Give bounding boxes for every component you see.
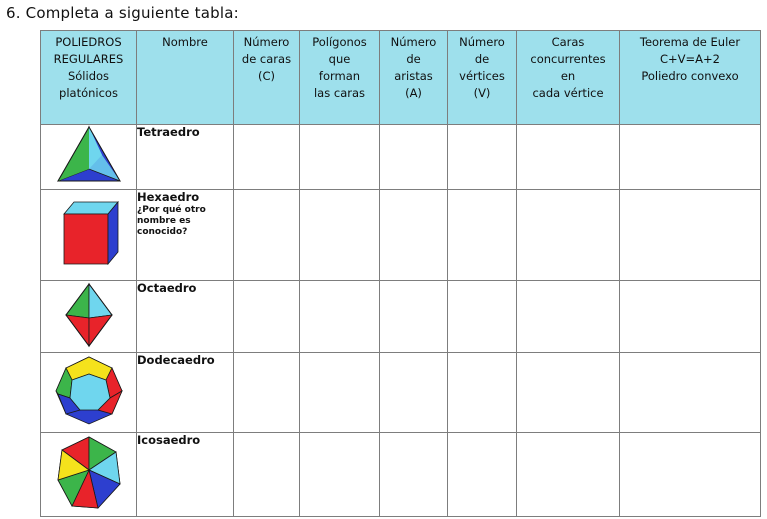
header-line: vértices bbox=[459, 69, 505, 83]
header-line: de caras bbox=[241, 52, 292, 66]
answer-cell[interactable] bbox=[620, 281, 761, 353]
polyhedron-name: Dodecaedro bbox=[137, 353, 215, 367]
answer-cell[interactable] bbox=[300, 125, 380, 190]
note-line: nombre es bbox=[137, 216, 191, 226]
header-nombre bbox=[137, 31, 234, 125]
header-line: en bbox=[560, 69, 576, 83]
exercise-title: 6. Completa a siguiente tabla: bbox=[6, 4, 239, 22]
answer-cell[interactable] bbox=[517, 125, 620, 190]
answer-cell[interactable] bbox=[448, 281, 517, 353]
answer-cell[interactable] bbox=[448, 190, 517, 281]
header-line: Polígonos bbox=[312, 35, 367, 49]
header-line: forman bbox=[318, 69, 361, 83]
answer-cell[interactable] bbox=[234, 190, 300, 281]
answer-cell[interactable] bbox=[517, 353, 620, 433]
answer-cell[interactable] bbox=[300, 433, 380, 517]
polyhedron-image-cell bbox=[41, 353, 137, 433]
polyhedron-name-cell bbox=[137, 125, 234, 190]
answer-cell[interactable] bbox=[380, 433, 448, 517]
octahedron-icon bbox=[52, 282, 126, 348]
header-line: Teorema de Euler bbox=[639, 35, 741, 49]
polyhedron-name-cell bbox=[137, 281, 234, 353]
polyhedron-name: Tetraedro bbox=[137, 125, 200, 139]
answer-cell[interactable] bbox=[620, 353, 761, 433]
header-line: (A) bbox=[405, 86, 422, 100]
table-header-row bbox=[41, 31, 761, 125]
header-line: (V) bbox=[473, 86, 491, 100]
answer-cell[interactable] bbox=[448, 353, 517, 433]
table-row bbox=[41, 353, 761, 433]
header-line: Número bbox=[243, 35, 290, 49]
answer-cell[interactable] bbox=[448, 433, 517, 517]
answer-cell[interactable] bbox=[300, 353, 380, 433]
answer-cell[interactable] bbox=[380, 353, 448, 433]
answer-cell[interactable] bbox=[620, 433, 761, 517]
answer-cell[interactable] bbox=[380, 281, 448, 353]
header-poligonos bbox=[300, 31, 380, 125]
polyhedron-image-cell bbox=[41, 281, 137, 353]
answer-cell[interactable] bbox=[300, 281, 380, 353]
table-row bbox=[41, 281, 761, 353]
header-line: que bbox=[328, 52, 351, 66]
header-euler bbox=[620, 31, 761, 125]
polyhedra-table bbox=[40, 30, 761, 517]
header-line: Sólidos bbox=[67, 69, 110, 83]
tetrahedron-icon bbox=[52, 125, 126, 185]
header-line: platónicos bbox=[59, 86, 118, 100]
answer-cell[interactable] bbox=[517, 433, 620, 517]
answer-cell[interactable] bbox=[234, 353, 300, 433]
polyhedron-name: Hexaedro bbox=[137, 190, 200, 204]
header-line: Número bbox=[390, 35, 437, 49]
header-line: Nombre bbox=[162, 35, 208, 49]
polyhedron-image-cell bbox=[41, 433, 137, 517]
cube-icon bbox=[52, 194, 126, 272]
header-line: Número bbox=[459, 35, 505, 49]
header-line: POLIEDROS bbox=[55, 35, 122, 49]
answer-cell[interactable] bbox=[620, 190, 761, 281]
header-numero-aristas bbox=[380, 31, 448, 125]
dodecahedron-icon bbox=[52, 354, 126, 428]
table-row bbox=[41, 433, 761, 517]
answer-cell[interactable] bbox=[300, 190, 380, 281]
header-numero-vertices bbox=[448, 31, 517, 125]
polyhedron-name-cell bbox=[137, 190, 234, 281]
header-line: las caras bbox=[313, 86, 366, 100]
header-line: aristas bbox=[394, 69, 433, 83]
polyhedron-image-cell bbox=[41, 190, 137, 281]
answer-cell[interactable] bbox=[448, 125, 517, 190]
note-line: conocido? bbox=[137, 227, 188, 237]
header-line: de bbox=[474, 52, 490, 66]
polyhedron-name-cell bbox=[137, 433, 234, 517]
polyhedron-note bbox=[137, 205, 233, 238]
header-line: cada vértice bbox=[532, 86, 604, 100]
header-line: (C) bbox=[257, 69, 275, 83]
header-poliedros bbox=[41, 31, 137, 125]
icosahedron-icon bbox=[52, 434, 126, 512]
answer-cell[interactable] bbox=[517, 190, 620, 281]
polyhedron-name: Octaedro bbox=[137, 281, 197, 295]
table-row bbox=[41, 190, 761, 281]
header-line: C+V=A+2 bbox=[660, 52, 720, 66]
answer-cell[interactable] bbox=[234, 125, 300, 190]
polyhedron-name-cell bbox=[137, 353, 234, 433]
answer-cell[interactable] bbox=[380, 125, 448, 190]
answer-cell[interactable] bbox=[620, 125, 761, 190]
header-line: REGULARES bbox=[53, 52, 124, 66]
answer-cell[interactable] bbox=[234, 281, 300, 353]
header-line: Poliedro convexo bbox=[641, 69, 739, 83]
header-line: de bbox=[406, 52, 421, 66]
header-line: Caras bbox=[551, 35, 585, 49]
answer-cell[interactable] bbox=[234, 433, 300, 517]
note-line: ¿Por qué otro bbox=[137, 205, 206, 215]
table-row bbox=[41, 125, 761, 190]
polyhedron-image-cell bbox=[41, 125, 137, 190]
answer-cell[interactable] bbox=[517, 281, 620, 353]
header-caras-concurrentes bbox=[517, 31, 620, 125]
header-numero-caras bbox=[234, 31, 300, 125]
header-line: concurrentes bbox=[530, 52, 606, 66]
answer-cell[interactable] bbox=[380, 190, 448, 281]
polyhedron-name: Icosaedro bbox=[137, 433, 201, 447]
